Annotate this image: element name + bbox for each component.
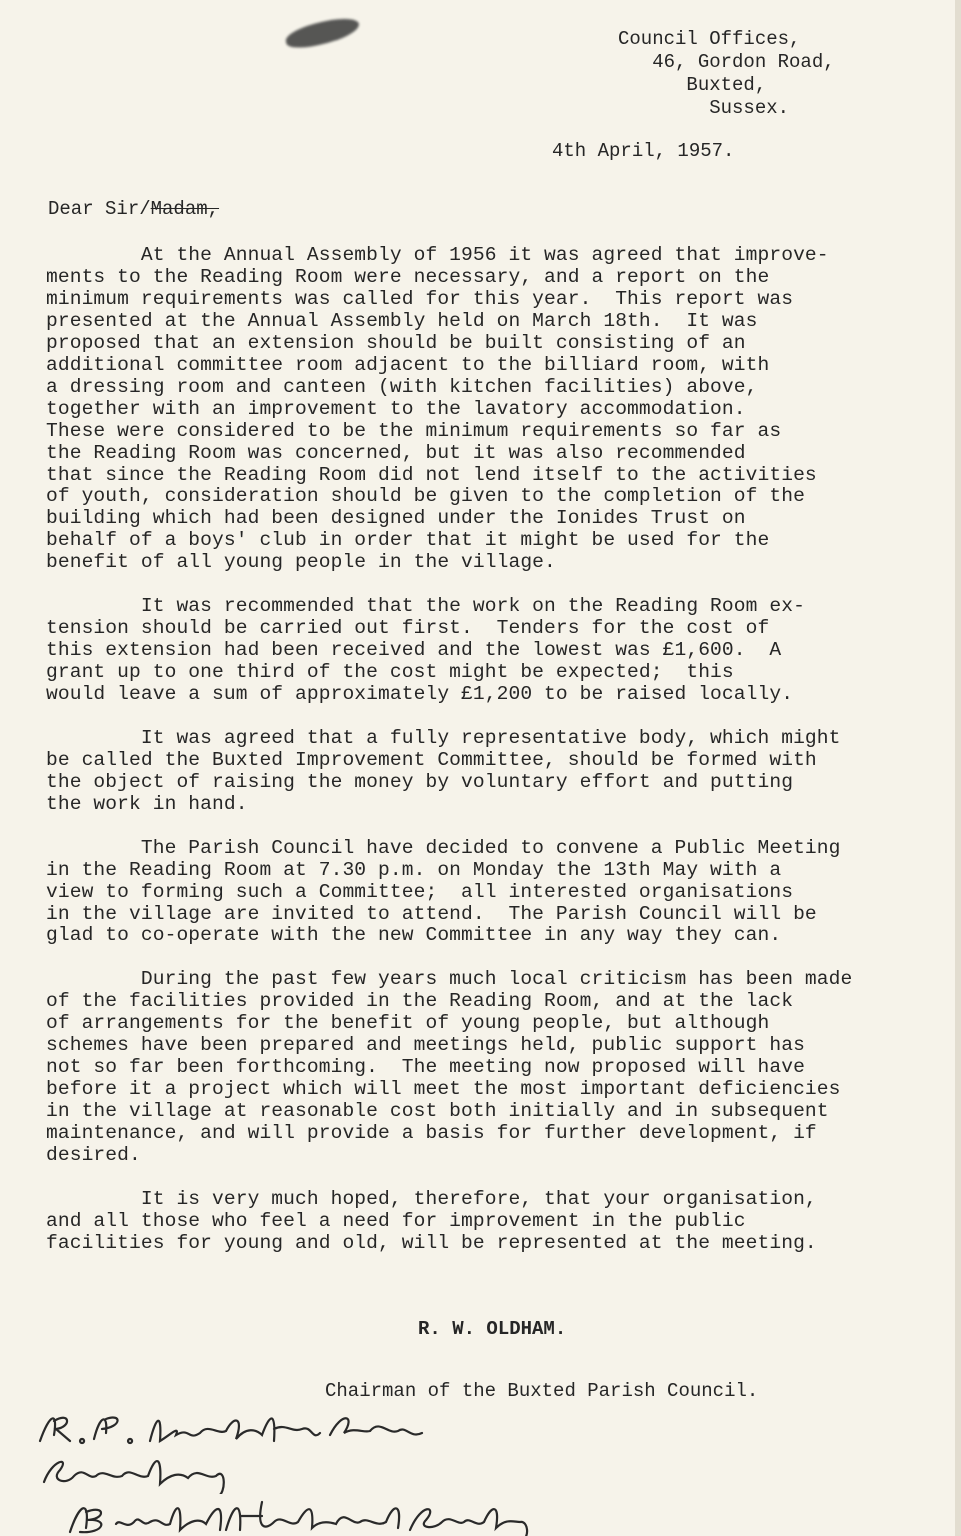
body-line: The Parish Council have decided to convene a Public Meeting (46, 837, 841, 859)
body-line: It was recommended that the work on the Reading Room ex- (46, 595, 805, 617)
body-line: minimum requirements was called for this year. This report was (46, 288, 794, 310)
body-line: the Reading Room was concerned, but it was also recommended (46, 442, 746, 464)
body-line: additional committee room adjacent to the billiard room, with (46, 354, 770, 376)
body-line: the work in hand. (46, 793, 248, 815)
body-line: before it a project which will meet the most important deficiencies (46, 1078, 841, 1100)
body-line: this extension had been received and the lowest was £1,600. A (46, 639, 782, 661)
body-line: of the facilities provided in the Reading Room, and at the lack (46, 990, 794, 1012)
body-line: During the past few years much local criticism has been made (46, 968, 853, 990)
body-line: presented at the Annual Assembly held on March 18th. It was (46, 310, 758, 332)
body-line: maintenance, and will provide a basis for further development, if (46, 1122, 817, 1144)
body-line: schemes have been prepared and meetings held, public support has (46, 1034, 805, 1056)
body-line: tension should be carried out first. Tenders for the cost of (46, 617, 770, 639)
sender-address-line: 46, Gordon Road, (618, 51, 835, 73)
body-line: behalf of a boys' club in order that it might be used for the (46, 529, 770, 551)
signoff-name: R. W. OLDHAM. (418, 1318, 567, 1340)
body-line: ments to the Reading Room were necessary, and a report on the (46, 266, 770, 288)
handwritten-addressee-organisation (30, 1494, 550, 1536)
ink-smudge (284, 14, 362, 51)
body-line: proposed that an extension should be built consisting of an (46, 332, 746, 354)
body-line: It is very much hoped, therefore, that your organisation, (46, 1188, 817, 1210)
signoff-role: Chairman of the Buxted Parish Council. (325, 1380, 759, 1402)
sender-address-line: Council Offices, (618, 28, 801, 50)
body-line: and all those who feel a need for improvement in the public (46, 1210, 746, 1232)
handwritten-addressee-name (30, 1405, 550, 1449)
body-line: be called the Buxted Improvement Committee, should be formed with (46, 749, 817, 771)
body-line: facilities for young and old, will be represented at the meeting. (46, 1232, 817, 1254)
body-line: of arrangements for the benefit of young people, but although (46, 1012, 770, 1034)
salutation-prefix: Dear Sir (48, 198, 140, 220)
body-line: of youth, consideration should be given to the completion of the (46, 485, 805, 507)
body-line: in the Reading Room at 7.30 p.m. on Monday the 13th May with a (46, 859, 782, 881)
salutation-separator: / (139, 198, 151, 220)
body-line: would leave a sum of approximately £1,200 to be raised locally. (46, 683, 794, 705)
handwritten-addressee-title (30, 1450, 550, 1494)
sender-address-line: Sussex. (618, 97, 790, 119)
body-line: together with an improvement to the lavatory accommodation. (46, 398, 746, 420)
letter-date: 4th April, 1957. (552, 140, 735, 162)
body-line: desired. (46, 1144, 141, 1166)
body-line: the object of raising the money by voluntary effort and putting (46, 771, 794, 793)
body-line: It was agreed that a fully representative body, which might (46, 727, 841, 749)
body-line: At the Annual Assembly of 1956 it was agreed that improve- (46, 244, 829, 266)
body-line: glad to co-operate with the new Committee in any way they can. (46, 924, 782, 946)
body-line: in the village are invited to attend. The Parish Council will be (46, 903, 817, 925)
body-line: grant up to one third of the cost might be expected; this (46, 661, 734, 683)
salutation-struck-word: Madam, (150, 198, 220, 220)
sender-address-line: Buxted, (618, 74, 767, 96)
sender-address (618, 28, 835, 120)
body-line: These were considered to be the minimum requirements so far as (46, 420, 782, 442)
body-line: benefit of all young people in the village. (46, 551, 556, 573)
paper-edge (955, 0, 961, 1536)
body-line: not so far been forthcoming. The meeting now proposed will have (46, 1056, 805, 1078)
body-line: a dressing room and canteen (with kitchen facilities) above, (46, 376, 758, 398)
body-line: view to forming such a Committee; all interested organisations (46, 881, 794, 903)
body-line: that since the Reading Room did not lend itself to the activities (46, 464, 817, 486)
body-line: in the village at reasonable cost both initially and in subsequent (46, 1100, 829, 1122)
body-line: building which had been designed under the Ionides Trust on (46, 507, 746, 529)
salutation (48, 198, 219, 220)
